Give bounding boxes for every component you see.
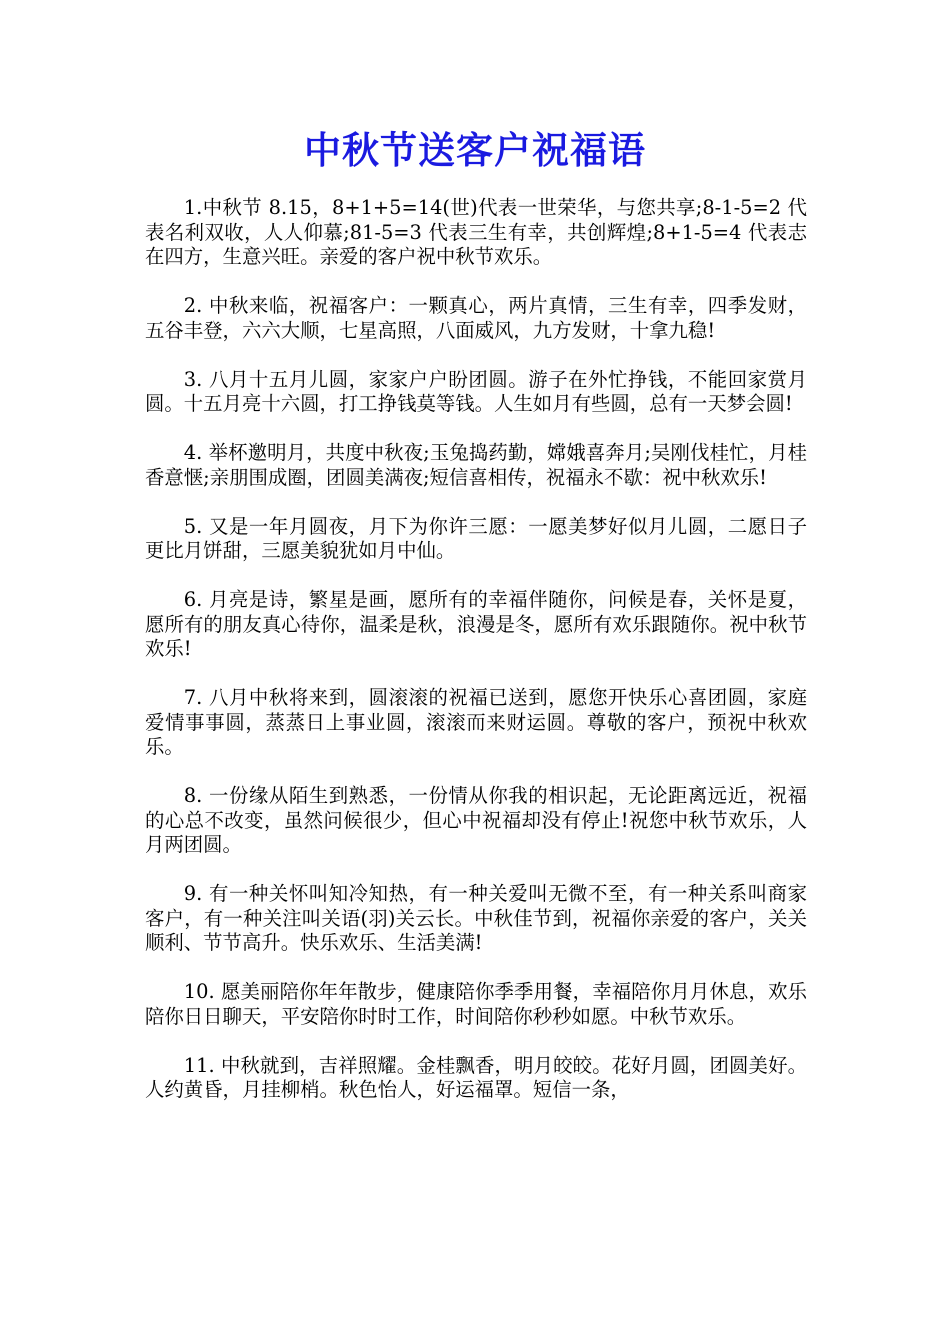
paragraph-9: 9. 有一种关怀叫知冷知热，有一种关爱叫无微不至，有一种关系叫商家客户，有一种关注叫关语(羽)关云长。中秋佳节到，祝福你亲爱的客户，关关顺利、节节高升。快乐欢乐、生活美满!: [145, 882, 807, 954]
paragraph-7: 7. 八月中秋将来到，圆滚滚的祝福已送到，愿您开快乐心喜团圆，家庭爱情事事圆，蒸蒸日上事业圆，滚滚而来财运圆。尊敬的客户，预祝中秋欢乐。: [145, 686, 807, 758]
paragraph-4: 4. 举杯邀明月，共度中秋夜;玉兔捣药勤，嫦娥喜奔月;吴刚伐桂忙，月桂香意惬;亲朋围成圈，团圆美满夜;短信喜相传，祝福永不歇：祝中秋欢乐!: [145, 441, 807, 489]
paragraph-2: 2. 中秋来临，祝福客户：一颗真心，两片真情，三生有幸，四季发财，五谷丰登，六六大顺，七星高照，八面威风，九方发财，十拿九稳!: [145, 294, 807, 342]
page-title: 中秋节送客户祝福语: [304, 128, 646, 172]
paragraph-11: 11. 中秋就到，吉祥照耀。金桂飘香，明月皎皎。花好月圆，团圆美好。人约黄昏，月挂柳梢。秋色怡人，好运福罩。短信一条，: [145, 1053, 807, 1101]
paragraph-5: 5. 又是一年月圆夜，月下为你许三愿：一愿美梦好似月儿圆，二愿日子更比月饼甜，三愿美貌犹如月中仙。: [145, 514, 807, 562]
paragraph-6: 6. 月亮是诗，繁星是画，愿所有的幸福伴随你，问候是春，关怀是夏，愿所有的朋友真心待你，温柔是秋，浪漫是冬，愿所有欢乐跟随你。祝中秋节欢乐!: [145, 588, 807, 660]
paragraph-8: 8. 一份缘从陌生到熟悉，一份情从你我的相识起，无论距离远近，祝福的心总不改变，虽然问候很少，但心中祝福却没有停止!祝您中秋节欢乐，人月两团圆。: [145, 784, 807, 856]
paragraph-3: 3. 八月十五月儿圆，家家户户盼团圆。游子在外忙挣钱，不能回家赏月圆。十五月亮十六圆，打工挣钱莫等钱。人生如月有些圆，总有一天梦会圆!: [145, 367, 807, 415]
paragraph-1: 1.中秋节 8.15，8+1+5=14(世)代表一世荣华，与您共享;8-1-5=2 代表名利双收，人人仰慕;81-5=3 代表三生有幸，共创辉煌;8+1-5=4 代表志在四方，生意兴旺。亲爱的客户祝中秋节欢乐。: [145, 196, 807, 268]
document-body: [145, 196, 807, 1127]
paragraph-10: 10. 愿美丽陪你年年散步，健康陪你季季用餐，幸福陪你月月休息，欢乐陪你日日聊天，平安陪你时时工作，时间陪你秒秒如愿。中秋节欢乐。: [145, 980, 807, 1028]
